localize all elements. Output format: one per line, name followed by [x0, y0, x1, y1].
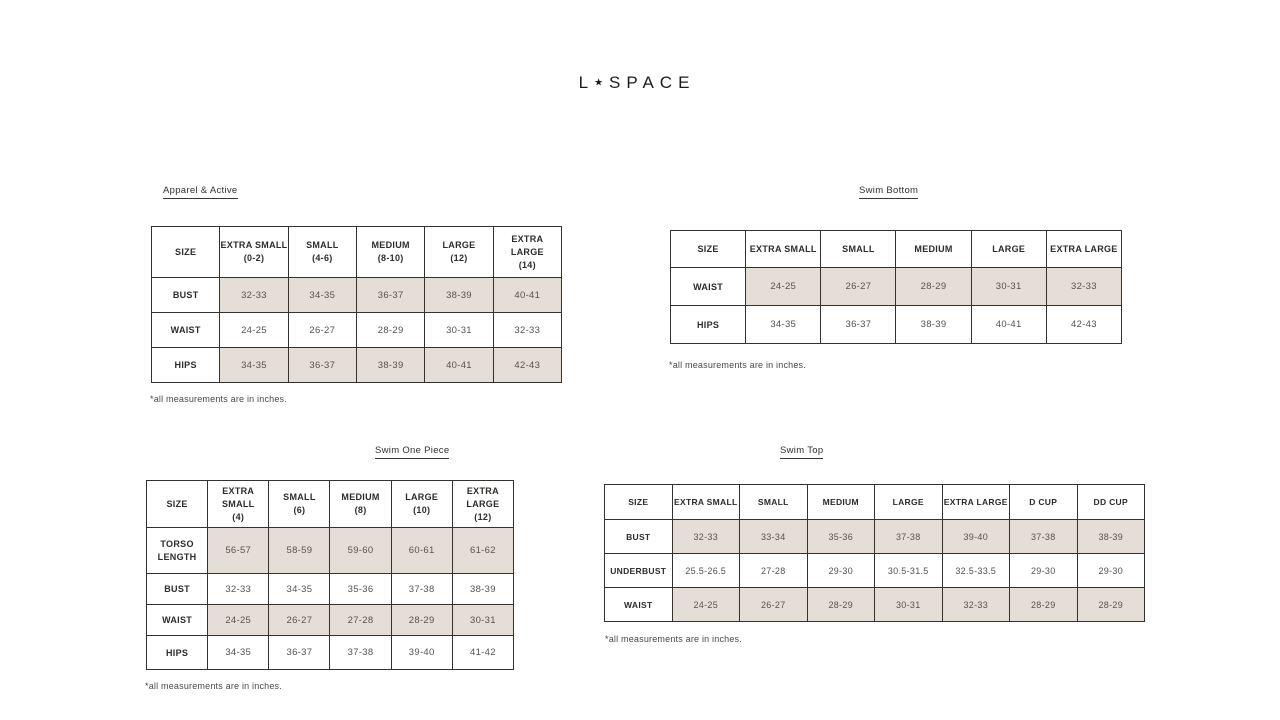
size-value-cell: 39-40 — [942, 520, 1010, 554]
column-header-medium: MEDIUM — [896, 231, 971, 268]
column-header-text: EXTRA LARGE — [466, 485, 500, 509]
row-label: WAIST — [152, 313, 220, 348]
column-header-medium: MEDIUM — [807, 485, 875, 520]
size-value-cell: 38-39 — [1077, 520, 1145, 554]
apparel-active-table — [151, 226, 562, 383]
size-value-cell: 59-60 — [330, 528, 391, 574]
column-header-text: MEDIUM — [371, 240, 410, 250]
column-header-extra-small: EXTRA SMALL — [672, 485, 740, 520]
size-value-cell: 28-29 — [391, 605, 452, 636]
logo-letter-l: L — [578, 73, 595, 92]
column-header-text: SIZE — [166, 498, 188, 509]
table-row-waist — [605, 588, 1145, 622]
column-header-small — [269, 481, 330, 528]
table-row-torso-length — [147, 528, 514, 574]
size-value-cell: 42-43 — [493, 348, 561, 383]
size-value-cell: 30-31 — [425, 313, 493, 348]
header-row — [671, 231, 1122, 268]
size-value-cell: 26-27 — [740, 588, 808, 622]
column-header-text: SMALL — [306, 240, 339, 250]
size-value-cell: 35-36 — [807, 520, 875, 554]
size-value-cell: 33-34 — [740, 520, 808, 554]
column-header-small — [288, 227, 356, 278]
column-header-small: SMALL — [740, 485, 808, 520]
table-row-waist — [671, 268, 1122, 306]
column-header-extra-large — [452, 481, 513, 528]
size-value-cell: 30-31 — [875, 588, 943, 622]
size-value-cell: 28-29 — [356, 313, 424, 348]
swim-one-piece-table — [146, 480, 514, 670]
row-label: WAIST — [605, 588, 673, 622]
size-value-cell: 28-29 — [807, 588, 875, 622]
size-value-cell: 27-28 — [740, 554, 808, 588]
column-header-large — [391, 481, 452, 528]
size-value-cell: 34-35 — [208, 636, 269, 670]
size-value-cell: 29-30 — [807, 554, 875, 588]
size-value-cell: 60-61 — [391, 528, 452, 574]
size-value-cell: 61-62 — [452, 528, 513, 574]
size-value-cell: 29-30 — [1077, 554, 1145, 588]
column-header-size — [147, 481, 208, 528]
column-header-large: LARGE — [971, 231, 1046, 268]
column-header-extra-large: EXTRA LARGE — [942, 485, 1010, 520]
row-label: HIPS — [671, 306, 746, 344]
size-value-cell: 32-33 — [942, 588, 1010, 622]
section-title-apparel-active: Apparel & Active — [163, 185, 238, 199]
size-value-cell: 38-39 — [896, 306, 971, 344]
size-value-cell: 27-28 — [330, 605, 391, 636]
size-value-cell: 40-41 — [425, 348, 493, 383]
section-title-swim-bottom: Swim Bottom — [859, 185, 918, 199]
size-value-cell: 36-37 — [821, 306, 896, 344]
column-header-extra-small — [220, 227, 288, 278]
size-value-cell: 26-27 — [821, 268, 896, 306]
column-header-large — [425, 227, 493, 278]
column-header-dd-cup: DD CUP — [1077, 485, 1145, 520]
column-header-subtext: (4) — [232, 511, 245, 522]
column-header-subtext: (12) — [474, 511, 492, 522]
row-label: HIPS — [152, 348, 220, 383]
swim-top-table — [604, 484, 1145, 622]
size-value-cell: 24-25 — [672, 588, 740, 622]
size-value-cell: 32-33 — [1046, 268, 1121, 306]
measurements-note: *all measurements are in inches. — [605, 634, 742, 644]
row-label: UNDERBUST — [605, 554, 673, 588]
table-row-waist — [147, 605, 514, 636]
table-row-bust — [605, 520, 1145, 554]
size-value-cell: 28-29 — [896, 268, 971, 306]
size-value-cell: 41-42 — [452, 636, 513, 670]
size-value-cell: 26-27 — [288, 313, 356, 348]
row-label-text: TORSO — [160, 538, 194, 549]
size-value-cell: 32-33 — [672, 520, 740, 554]
size-value-cell: 29-30 — [1010, 554, 1078, 588]
column-header-extra-small: EXTRA SMALL — [746, 231, 821, 268]
size-value-cell: 38-39 — [356, 348, 424, 383]
size-value-cell: 30-31 — [971, 268, 1046, 306]
column-header-text: MEDIUM — [341, 492, 380, 502]
column-header-extra-large — [493, 227, 561, 278]
header-row — [152, 227, 562, 278]
column-header-subtext: (0-2) — [243, 253, 265, 263]
brand-logo — [0, 73, 1274, 93]
size-value-cell: 36-37 — [269, 636, 330, 670]
size-value-cell: 37-38 — [330, 636, 391, 670]
row-label: BUST — [152, 278, 220, 313]
size-value-cell: 32-33 — [208, 574, 269, 605]
column-header-text: LARGE — [442, 240, 476, 250]
measurements-note: *all measurements are in inches. — [669, 360, 806, 370]
row-label: WAIST — [671, 268, 746, 306]
header-row — [605, 485, 1145, 520]
row-label: HIPS — [147, 636, 208, 670]
column-header-subtext: (4-6) — [312, 253, 333, 263]
column-header-subtext: (14) — [518, 259, 536, 270]
table-row-waist — [152, 313, 562, 348]
table-row-underbust — [605, 554, 1145, 588]
header-row — [147, 481, 514, 528]
swim-bottom-table — [670, 230, 1122, 344]
column-header-d-cup: D CUP — [1010, 485, 1078, 520]
size-value-cell: 37-38 — [875, 520, 943, 554]
column-header-text: EXTRA SMALL — [221, 485, 255, 509]
column-header-extra-small — [208, 481, 269, 528]
size-value-cell: 56-57 — [208, 528, 269, 574]
column-header-subtext: (10) — [413, 505, 431, 515]
table-row-hips — [671, 306, 1122, 344]
size-value-cell: 35-36 — [330, 574, 391, 605]
size-value-cell: 38-39 — [452, 574, 513, 605]
measurements-note: *all measurements are in inches. — [150, 394, 287, 404]
section-title-swim-one-piece: Swim One Piece — [375, 445, 449, 459]
measurements-note: *all measurements are in inches. — [145, 681, 282, 691]
column-header-size: SIZE — [671, 231, 746, 268]
size-value-cell: 37-38 — [1010, 520, 1078, 554]
size-value-cell: 24-25 — [208, 605, 269, 636]
size-value-cell: 36-37 — [288, 348, 356, 383]
size-value-cell: 34-35 — [220, 348, 288, 383]
column-header-size: SIZE — [605, 485, 673, 520]
row-label: BUST — [605, 520, 673, 554]
column-header-size — [152, 227, 220, 278]
column-header-text: EXTRA SMALL — [220, 240, 288, 250]
size-value-cell: 26-27 — [269, 605, 330, 636]
table-row-bust — [152, 278, 562, 313]
column-header-medium — [356, 227, 424, 278]
size-value-cell: 34-35 — [288, 278, 356, 313]
row-label — [147, 528, 208, 574]
size-value-cell: 30-31 — [452, 605, 513, 636]
size-value-cell: 32.5-33.5 — [942, 554, 1010, 588]
row-label-text2: LENGTH — [157, 551, 197, 562]
size-value-cell: 32-33 — [493, 313, 561, 348]
column-header-large: LARGE — [875, 485, 943, 520]
row-label: BUST — [147, 574, 208, 605]
size-value-cell: 24-25 — [746, 268, 821, 306]
column-header-small: SMALL — [821, 231, 896, 268]
size-value-cell: 40-41 — [493, 278, 561, 313]
column-header-subtext: (8-10) — [377, 253, 404, 263]
size-value-cell: 36-37 — [356, 278, 424, 313]
column-header-text: EXTRA LARGE — [510, 233, 544, 257]
size-value-cell: 32-33 — [220, 278, 288, 313]
row-label: WAIST — [147, 605, 208, 636]
table-row-hips — [152, 348, 562, 383]
size-value-cell: 24-25 — [220, 313, 288, 348]
size-value-cell: 40-41 — [971, 306, 1046, 344]
size-value-cell: 28-29 — [1077, 588, 1145, 622]
column-header-text: LARGE — [405, 492, 439, 502]
section-title-swim-top: Swim Top — [780, 445, 823, 459]
column-header-extra-large: EXTRA LARGE — [1046, 231, 1121, 268]
column-header-text: SIZE — [175, 246, 197, 257]
table-row-hips — [147, 636, 514, 670]
size-value-cell: 58-59 — [269, 528, 330, 574]
column-header-subtext: (8) — [354, 505, 367, 515]
size-value-cell: 38-39 — [425, 278, 493, 313]
size-value-cell: 34-35 — [269, 574, 330, 605]
size-value-cell: 28-29 — [1010, 588, 1078, 622]
table-row-bust — [147, 574, 514, 605]
size-value-cell: 30.5-31.5 — [875, 554, 943, 588]
column-header-subtext: (12) — [450, 253, 468, 263]
star-icon: ★ — [594, 77, 610, 89]
logo-word-space: SPACE — [609, 73, 696, 92]
size-value-cell: 34-35 — [746, 306, 821, 344]
column-header-medium — [330, 481, 391, 528]
size-value-cell: 25.5-26.5 — [672, 554, 740, 588]
size-value-cell: 37-38 — [391, 574, 452, 605]
size-value-cell: 42-43 — [1046, 306, 1121, 344]
size-value-cell: 39-40 — [391, 636, 452, 670]
column-header-text: SMALL — [283, 492, 316, 502]
column-header-subtext: (6) — [293, 505, 306, 515]
